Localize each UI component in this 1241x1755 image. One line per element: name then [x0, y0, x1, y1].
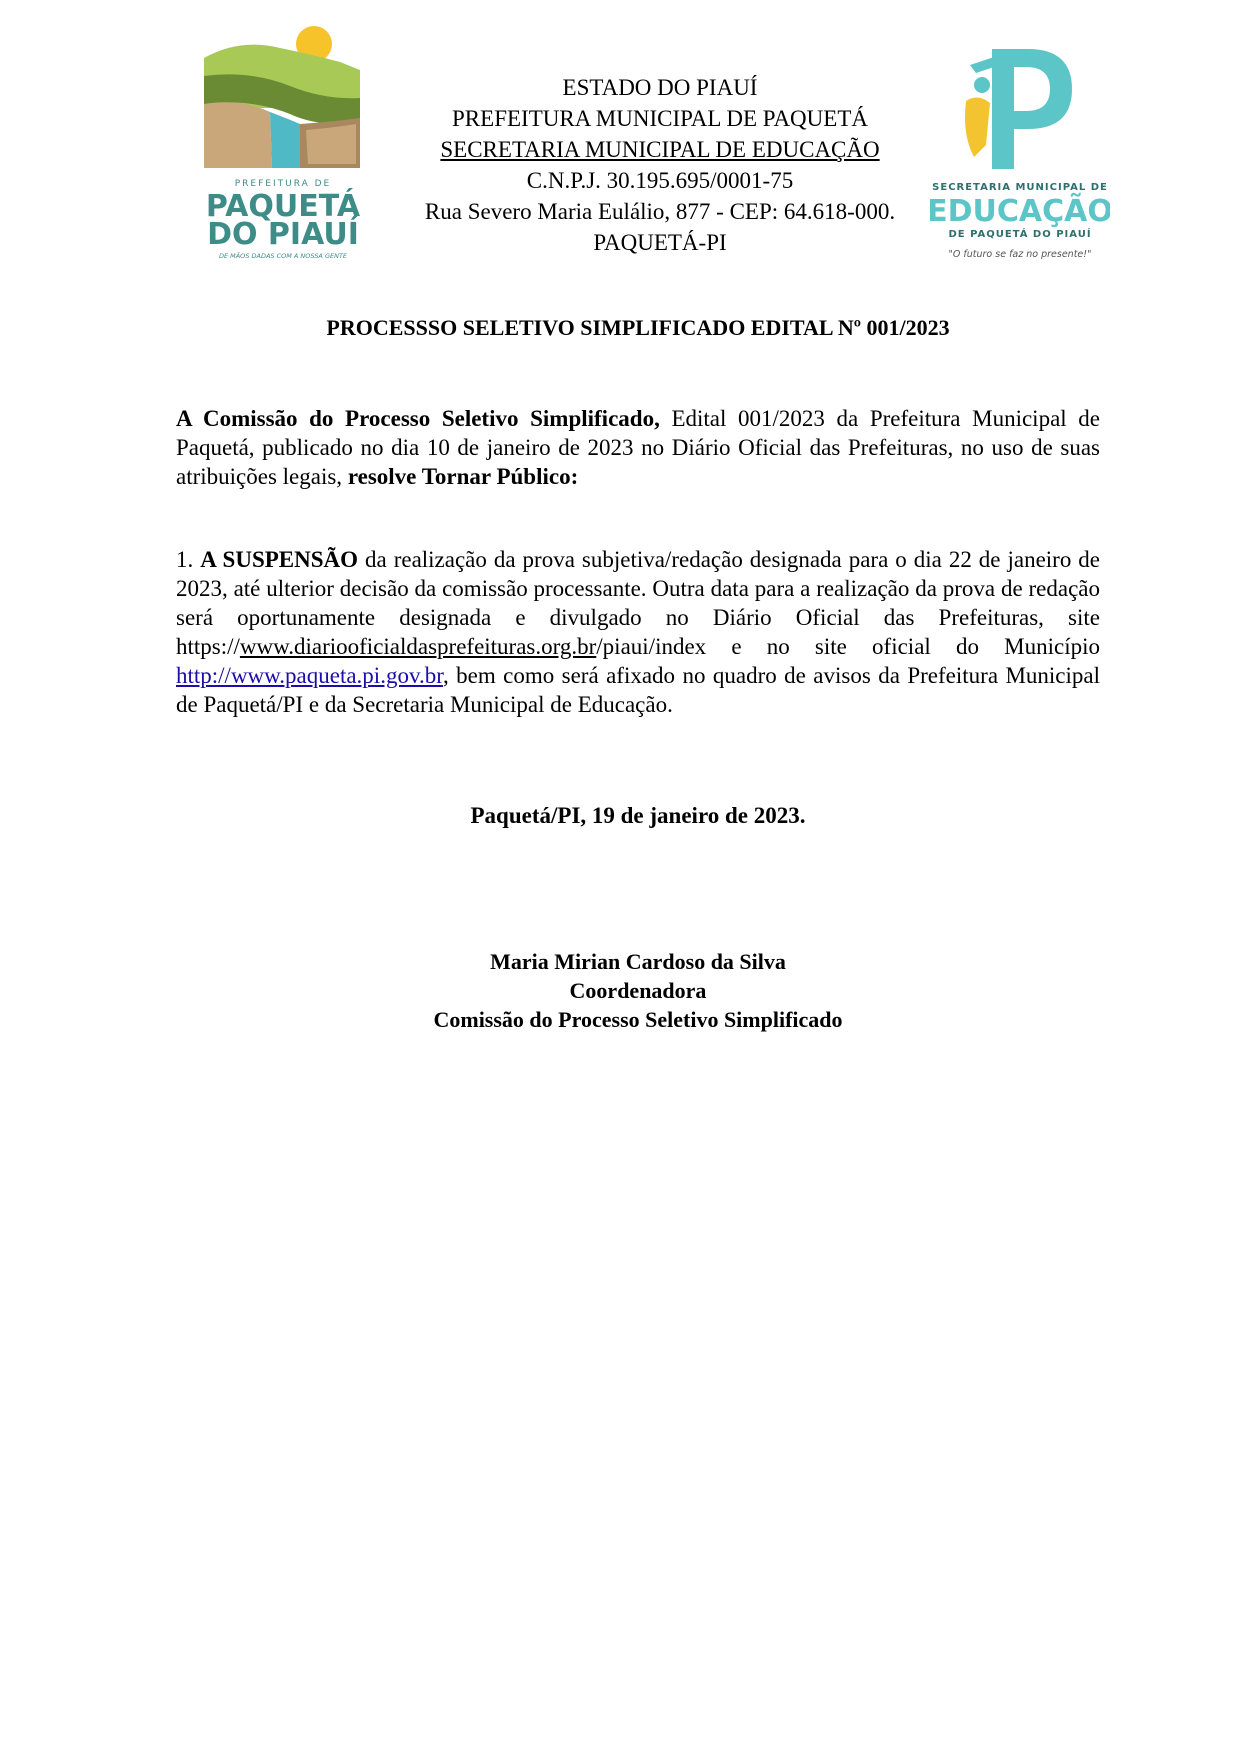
item-site-rest: /piaui/index e no site oficial do Município [596, 634, 1100, 659]
letterhead-address: Rua Severo Maria Eulálio, 877 - CEP: 64.618-000. [424, 199, 896, 224]
signature-org: Comissão do Processo Seletivo Simplificado [433, 1007, 843, 1032]
suspension-bold: A SUSPENSÃO [200, 547, 359, 572]
educacao-logo-graphic [930, 45, 1110, 265]
signature-name: Maria Mirian Cardoso da Silva [490, 949, 786, 974]
municipio-site-link[interactable]: http://www.paqueta.pi.gov.br [176, 663, 443, 688]
intro-bold-start: A Comissão do Processo Seletivo Simplificado, [176, 406, 660, 431]
figure-head-shape [974, 77, 990, 93]
earth-left-shape [204, 102, 272, 168]
intro-text: Edital 001/2023 da Prefeitura Municipal de Paquetá, publicado no dia 10 de janeiro de 2023 no Diário Oficial das Prefeituras, no uso de suas atribuições legais, [176, 406, 1101, 489]
item-1-paragraph [176, 545, 1100, 719]
letter-p-counter-shape [1014, 67, 1050, 111]
letterhead-prefeitura: PREFEITURA MUNICIPAL DE PAQUETÁ [452, 106, 868, 131]
letterhead-secretaria: SECRETARIA MUNICIPAL DE EDUCAÇÃO [440, 137, 880, 162]
date-line: Paquetá/PI, 19 de janeiro de 2023. [470, 803, 806, 828]
diario-site-link[interactable]: www.diariooficialdasprefeituras.org.br [239, 634, 597, 659]
signature-role: Coordenadora [569, 978, 707, 1003]
letterhead-city: PAQUETÁ-PI [593, 230, 727, 255]
river-shape [270, 112, 300, 168]
signature-block [176, 947, 1100, 1034]
document-title: PROCESSSO SELETIVO SIMPLIFICADO EDITAL Nº 001/2023 [326, 315, 950, 340]
item-text-a: da realização da prova subjetiva/redação designada para o dia 22 de janeiro de 2023, até ulterior decisão da comissão processante. Outra data para a realização da prova de redação será oportunamente designada e divulgado no Diário Oficial das Prefeituras, site https:// [176, 547, 1101, 659]
logo-left-main-line1: PAQUETÁ [205, 189, 361, 224]
item-text-b: , bem como será afixado no quadro de avisos da Prefeitura Municipal de Paquetá/PI e da Secretaria Municipal de Educação. [176, 663, 1100, 717]
letterhead [390, 72, 930, 258]
intro-bold-end: resolve Tornar Público: [347, 464, 579, 489]
letterhead-cnpj: C.N.P.J. 30.195.695/0001-75 [526, 168, 794, 193]
logo-right-slogan: "O futuro se faz no presente!" [948, 249, 1092, 260]
educacao-logo [930, 45, 1110, 265]
intro-paragraph [176, 404, 1100, 491]
logo-right-sub-text: DE PAQUETÁ DO PIAUÍ [948, 229, 1092, 240]
logo-left-tagline: DE MÃOS DADAS COM A NOSSA GENTE [218, 252, 348, 260]
logo-left-top-text: PREFEITURA DE [234, 179, 332, 189]
prefeitura-logo-graphic [200, 18, 366, 262]
item-number: 1. [176, 547, 201, 572]
logo-right-top-text: SECRETARIA MUNICIPAL DE [932, 182, 1108, 193]
logo-left-main-line2: DO PIAUÍ [207, 217, 359, 252]
logo-right-main-text: EDUCAÇÃO [930, 194, 1110, 229]
letterhead-state: ESTADO DO PIAUÍ [562, 75, 758, 100]
prefeitura-logo [200, 18, 366, 262]
figure-body-shape [965, 97, 990, 157]
earth-right-inner-shape [306, 124, 356, 164]
